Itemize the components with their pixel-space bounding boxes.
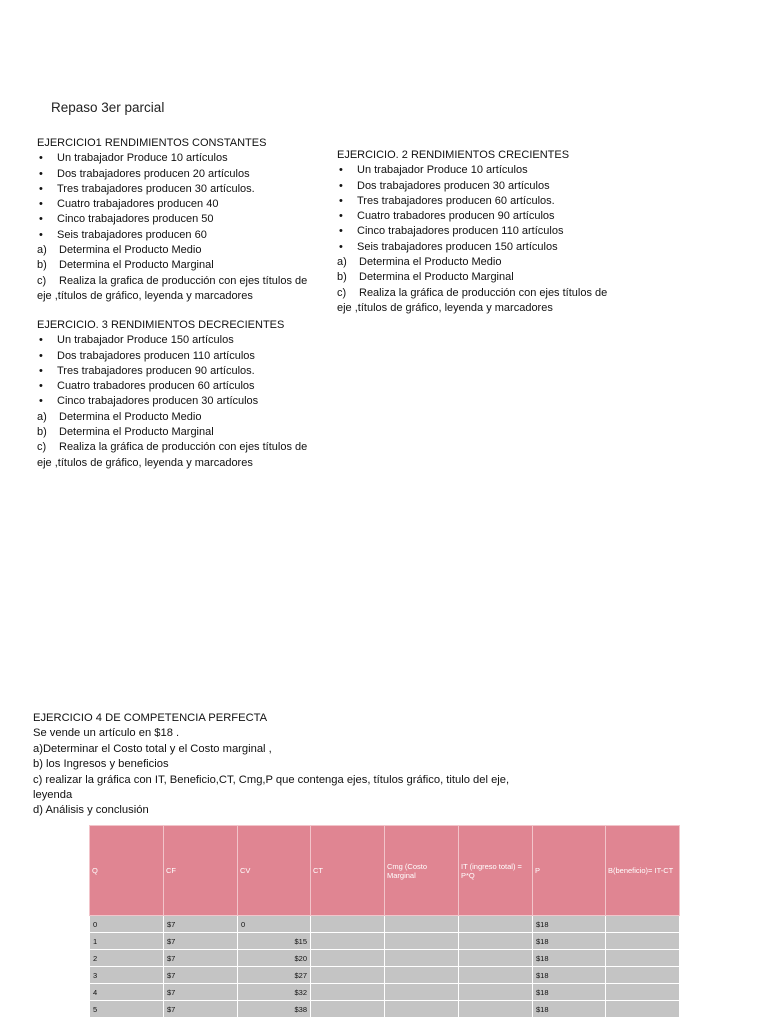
- list-item: • Seis trabajadores producen 150 artículos: [337, 240, 627, 255]
- list-item: • Dos trabajadores producen 110 artículos: [37, 349, 327, 364]
- question-text: Determina el Producto Marginal: [359, 271, 514, 284]
- table-cell: [311, 933, 385, 950]
- question-letter: a): [37, 410, 47, 423]
- exercise-4-line: c) realizar la gráfica con IT, Beneficio,CT, Cmg,P que contenga ejes, títulos gráfico, titulo del eje,: [33, 773, 510, 786]
- table-cell: [459, 933, 533, 950]
- exercise-2-heading: EJERCICIO. 2 RENDIMIENTOS CRECIENTES: [337, 149, 570, 161]
- table-cell: [385, 984, 459, 1001]
- table-cell: [606, 1001, 680, 1018]
- exercise-3-bullets: [37, 333, 327, 409]
- table-cell: 5: [90, 1001, 164, 1018]
- cost-table: [89, 825, 680, 1018]
- question-text: Determina el Producto Medio: [359, 256, 502, 269]
- table-cell: [459, 984, 533, 1001]
- table-cell: [459, 916, 533, 933]
- table-cell: [459, 967, 533, 984]
- table-cell: [606, 950, 680, 967]
- question-a: [337, 255, 627, 270]
- table-cell: $20: [238, 950, 311, 967]
- table-cell: [311, 950, 385, 967]
- list-item: • Tres trabajadores producen 60 artículos.: [337, 194, 627, 209]
- exercise-3: [37, 318, 327, 471]
- list-item: • Cuatro trabadores producen 90 artículos: [337, 209, 627, 224]
- question-text: Determina el Producto Medio: [59, 410, 202, 423]
- table-cell: $7: [164, 1001, 238, 1018]
- table-row: [90, 1001, 680, 1018]
- table-cell: [459, 950, 533, 967]
- question-letter: c): [37, 274, 47, 287]
- table-header-row: [90, 826, 680, 916]
- table-cell: $27: [238, 967, 311, 984]
- table-row: [90, 933, 680, 950]
- question-letter: b): [337, 271, 347, 284]
- table-cell: 4: [90, 984, 164, 1001]
- table-cell: $32: [238, 984, 311, 1001]
- question-text: Realiza la gráfica de producción con ejes títulos de: [59, 441, 308, 454]
- table-cell: [311, 967, 385, 984]
- table-cell: $7: [164, 933, 238, 950]
- question-text: Determina el Producto Medio: [59, 244, 202, 257]
- table-cell: 1: [90, 933, 164, 950]
- exercise-4-line: d) Análisis y conclusión: [33, 804, 149, 817]
- question-c-continuation: eje ,títulos de gráfico, leyenda y marcadores: [37, 456, 253, 469]
- table-cell: 3: [90, 967, 164, 984]
- exercise-4-line: leyenda: [33, 789, 73, 802]
- column-header: Cmg (Costo Marginal: [385, 826, 459, 916]
- page-title: Repaso 3er parcial: [51, 100, 165, 115]
- question-letter: c): [337, 286, 347, 299]
- list-item: • Cuatro trabadores producen 60 artículos: [37, 379, 327, 394]
- question-text: Realiza la grafica de producción con ejes títulos de: [59, 274, 308, 287]
- column-header: B(beneficio)= IT-CT: [606, 826, 680, 916]
- question-letter: c): [37, 441, 47, 454]
- table-cell: 0: [90, 916, 164, 933]
- exercise-4: [33, 711, 533, 819]
- list-item: • Seis trabajadores producen 60: [37, 228, 327, 243]
- exercise-2: [337, 148, 627, 316]
- question-c: [337, 286, 627, 301]
- exercise-2-bullets: [337, 163, 627, 255]
- exercise-1: [37, 136, 327, 304]
- question-letter: b): [37, 259, 47, 272]
- column-header: IT (ingreso total) = P*Q: [459, 826, 533, 916]
- exercise-3-heading: EJERCICIO. 3 RENDIMIENTOS DECRECIENTES: [37, 319, 285, 331]
- table-cell: $18: [533, 933, 606, 950]
- table-cell: [385, 916, 459, 933]
- table-cell: [606, 967, 680, 984]
- table-cell: $7: [164, 984, 238, 1001]
- column-header: P: [533, 826, 606, 916]
- list-item: • Tres trabajadores producen 90 artículos.: [37, 364, 327, 379]
- question-text: Realiza la gráfica de producción con ejes títulos de: [359, 286, 608, 299]
- question-c: [37, 274, 327, 289]
- exercise-4-line: b) los Ingresos y beneficios: [33, 758, 169, 771]
- table-cell: [385, 967, 459, 984]
- table-cell: [606, 933, 680, 950]
- table-cell: [385, 1001, 459, 1018]
- table-cell: $18: [533, 916, 606, 933]
- question-letter: a): [337, 256, 347, 269]
- list-item: • Cuatro trabajadores producen 40: [37, 197, 327, 212]
- column-header: CT: [311, 826, 385, 916]
- table-cell: $18: [533, 984, 606, 1001]
- column-header: CF: [164, 826, 238, 916]
- table-cell: $7: [164, 950, 238, 967]
- exercise-4-line: Se vende un artículo en $18 .: [33, 727, 180, 740]
- table-row: [90, 950, 680, 967]
- table-cell: $18: [533, 967, 606, 984]
- table-cell: [311, 916, 385, 933]
- question-text: Determina el Producto Marginal: [59, 259, 214, 272]
- list-item: • Cinco trabajadores producen 50: [37, 212, 327, 227]
- question-c-continuation: eje ,títulos de gráfico, leyenda y marcadores: [37, 289, 253, 302]
- list-item: • Dos trabajadores producen 20 artículos: [37, 167, 327, 182]
- question-text: Determina el Producto Marginal: [59, 426, 214, 439]
- exercise-4-heading: EJERCICIO 4 DE COMPETENCIA PERFECTA: [33, 712, 268, 724]
- table-cell: $7: [164, 916, 238, 933]
- exercise-4-line: a)Determinar el Costo total y el Costo marginal ,: [33, 742, 272, 755]
- question-b: [37, 425, 327, 440]
- list-item: • Un trabajador Produce 10 artículos: [337, 163, 627, 178]
- table-cell: [459, 1001, 533, 1018]
- exercise-1-bullets: [37, 151, 327, 243]
- table-cell: $38: [238, 1001, 311, 1018]
- table-cell: [385, 933, 459, 950]
- column-header: CV: [238, 826, 311, 916]
- question-c: [37, 440, 327, 455]
- list-item: • Dos trabajadores producen 30 artículos: [337, 179, 627, 194]
- question-b: [37, 258, 327, 273]
- table-row: [90, 967, 680, 984]
- list-item: • Tres trabajadores producen 30 artículos.: [37, 182, 327, 197]
- question-letter: a): [37, 244, 47, 257]
- table-cell: 2: [90, 950, 164, 967]
- table-row: [90, 916, 680, 933]
- question-a: [37, 410, 327, 425]
- list-item: • Un trabajador Produce 150 artículos: [37, 333, 327, 348]
- table-cell: $18: [533, 950, 606, 967]
- question-a: [37, 243, 327, 258]
- table-cell: [606, 984, 680, 1001]
- table-cell: [385, 950, 459, 967]
- table-cell: $18: [533, 1001, 606, 1018]
- exercise-1-heading: EJERCICIO1 RENDIMIENTOS CONSTANTES: [37, 137, 267, 149]
- question-letter: b): [37, 426, 47, 439]
- question-c-continuation: eje ,títulos de gráfico, leyenda y marcadores: [337, 301, 553, 314]
- column-header: Q: [90, 826, 164, 916]
- table-cell: 0: [238, 916, 311, 933]
- question-b: [337, 270, 627, 285]
- table-row: [90, 984, 680, 1001]
- list-item: • Cinco trabajadores producen 30 artículos: [37, 394, 327, 409]
- table-cell: $15: [238, 933, 311, 950]
- table-cell: [311, 984, 385, 1001]
- table-cell: [606, 916, 680, 933]
- list-item: • Un trabajador Produce 10 artículos: [37, 151, 327, 166]
- table-cell: [311, 1001, 385, 1018]
- list-item: • Cinco trabajadores producen 110 artículos: [337, 224, 627, 239]
- table-cell: $7: [164, 967, 238, 984]
